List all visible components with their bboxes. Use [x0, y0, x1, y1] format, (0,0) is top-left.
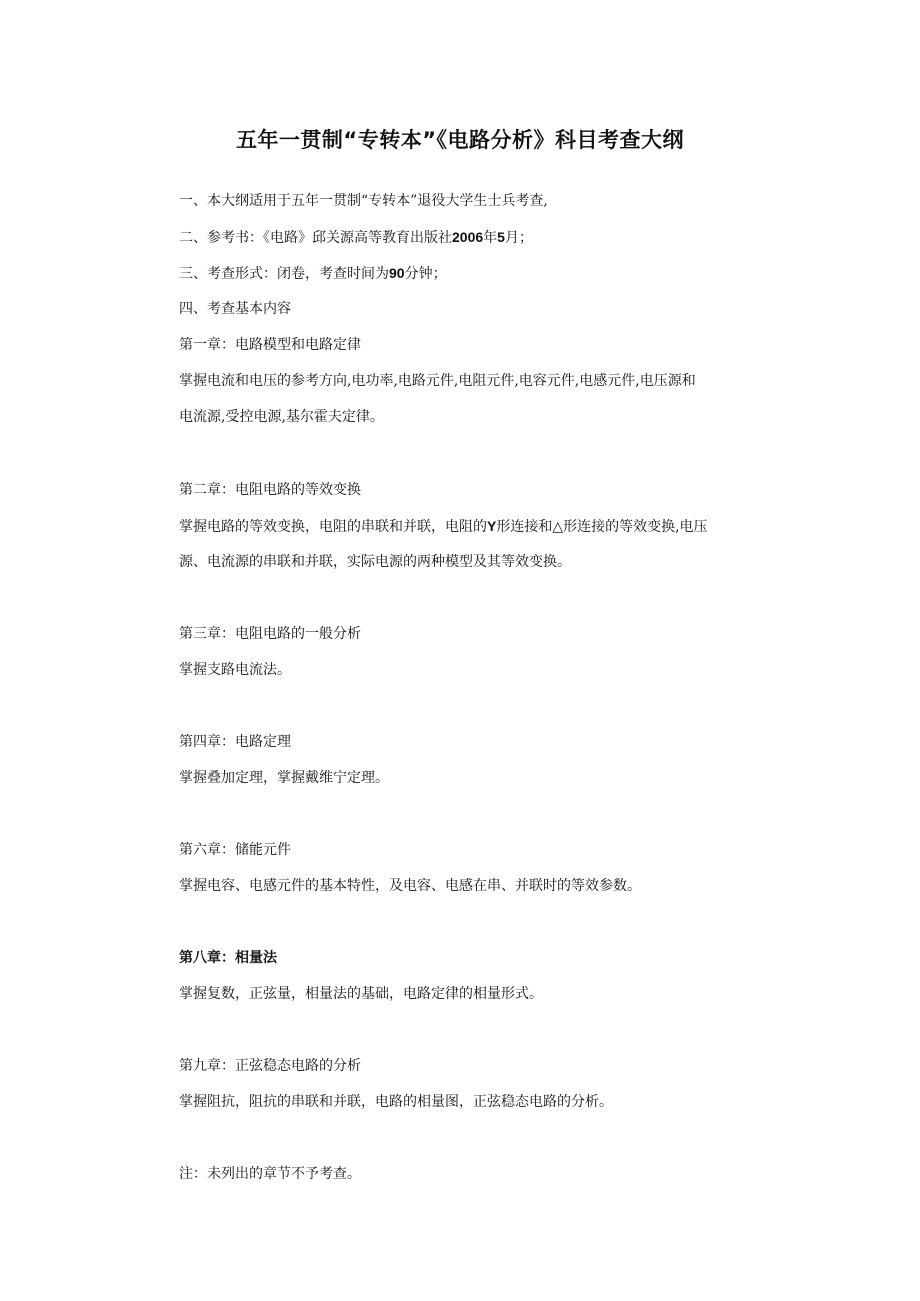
chapter-content-line [179, 515, 789, 538]
chapter-content-line: 掌握叠加定理，掌握戴维宁定理。 [179, 770, 389, 786]
chapter-content-line: 掌握电容、电感元件的基本特性，及电容、电感在串、并联时的等效参数。 [179, 878, 641, 894]
intro-item-4: 四、考查基本内容 [179, 301, 291, 317]
intro-item-2-month-suffix: 月； [504, 230, 533, 246]
chapter-content-text: 掌握电路的等效变换，电阻的串联和并联，电阻的 [179, 519, 487, 535]
chapter-content-line: 电流源,受控电源,基尔霍夫定律。 [179, 409, 384, 425]
chapter-content-text: 形连接和△形连接的等效变换,电压 [496, 519, 708, 535]
chapter-heading: 第二章：电阻电路的等效变换 [179, 482, 361, 498]
intro-item-2-text: 二、参考书：《电路》邱关源高等教育出版社 [179, 230, 452, 246]
chapter-heading: 第六章：储能元件 [179, 842, 291, 858]
document-title: 五年一贯制“专转本”《电路分析》科目考查大纲 [235, 128, 685, 152]
chapter-content-line: 掌握电流和电压的参考方向,电功率,电路元件,电阻元件,电容元件,电感元件,电压源和 [179, 373, 696, 389]
y-connection-symbol: Y [487, 518, 497, 534]
chapter-heading: 第九章：正弦稳态电路的分析 [179, 1058, 361, 1074]
intro-item-2 [179, 226, 789, 249]
intro-item-2-year-suffix: 年 [483, 230, 498, 246]
chapter-heading: 第八章：相量法 [179, 950, 277, 966]
chapter-content-line: 掌握复数，正弦量，相量法的基础，电路定律的相量形式。 [179, 986, 543, 1002]
intro-item-1: 一、本大纲适用于五年一贯制“专转本”退役大学生士兵考查, [179, 193, 548, 209]
chapter-content-line: 掌握阻抗，阻抗的串联和并联，电路的相量图，正弦稳态电路的分析。 [179, 1094, 613, 1110]
reference-month: 5 [497, 229, 505, 245]
chapter-content-line: 源、电流源的串联和并联，实际电源的两种模型及其等效变换。 [179, 554, 571, 570]
footnote: 注：未列出的章节不予考查。 [179, 1166, 361, 1182]
exam-minutes: 90 [389, 265, 405, 281]
chapter-heading: 第一章：电路模型和电路定律 [179, 337, 361, 353]
intro-item-3-text: 三、考查形式：闭卷，考查时间为 [179, 266, 389, 282]
chapter-heading: 第四章：电路定理 [179, 734, 291, 750]
chapter-content-line: 掌握支路电流法。 [179, 662, 291, 678]
intro-item-3 [179, 262, 789, 285]
chapter-heading: 第三章：电阻电路的一般分析 [179, 626, 361, 642]
intro-item-3-suffix: 分钟； [404, 266, 447, 282]
reference-year: 2006 [452, 229, 484, 245]
